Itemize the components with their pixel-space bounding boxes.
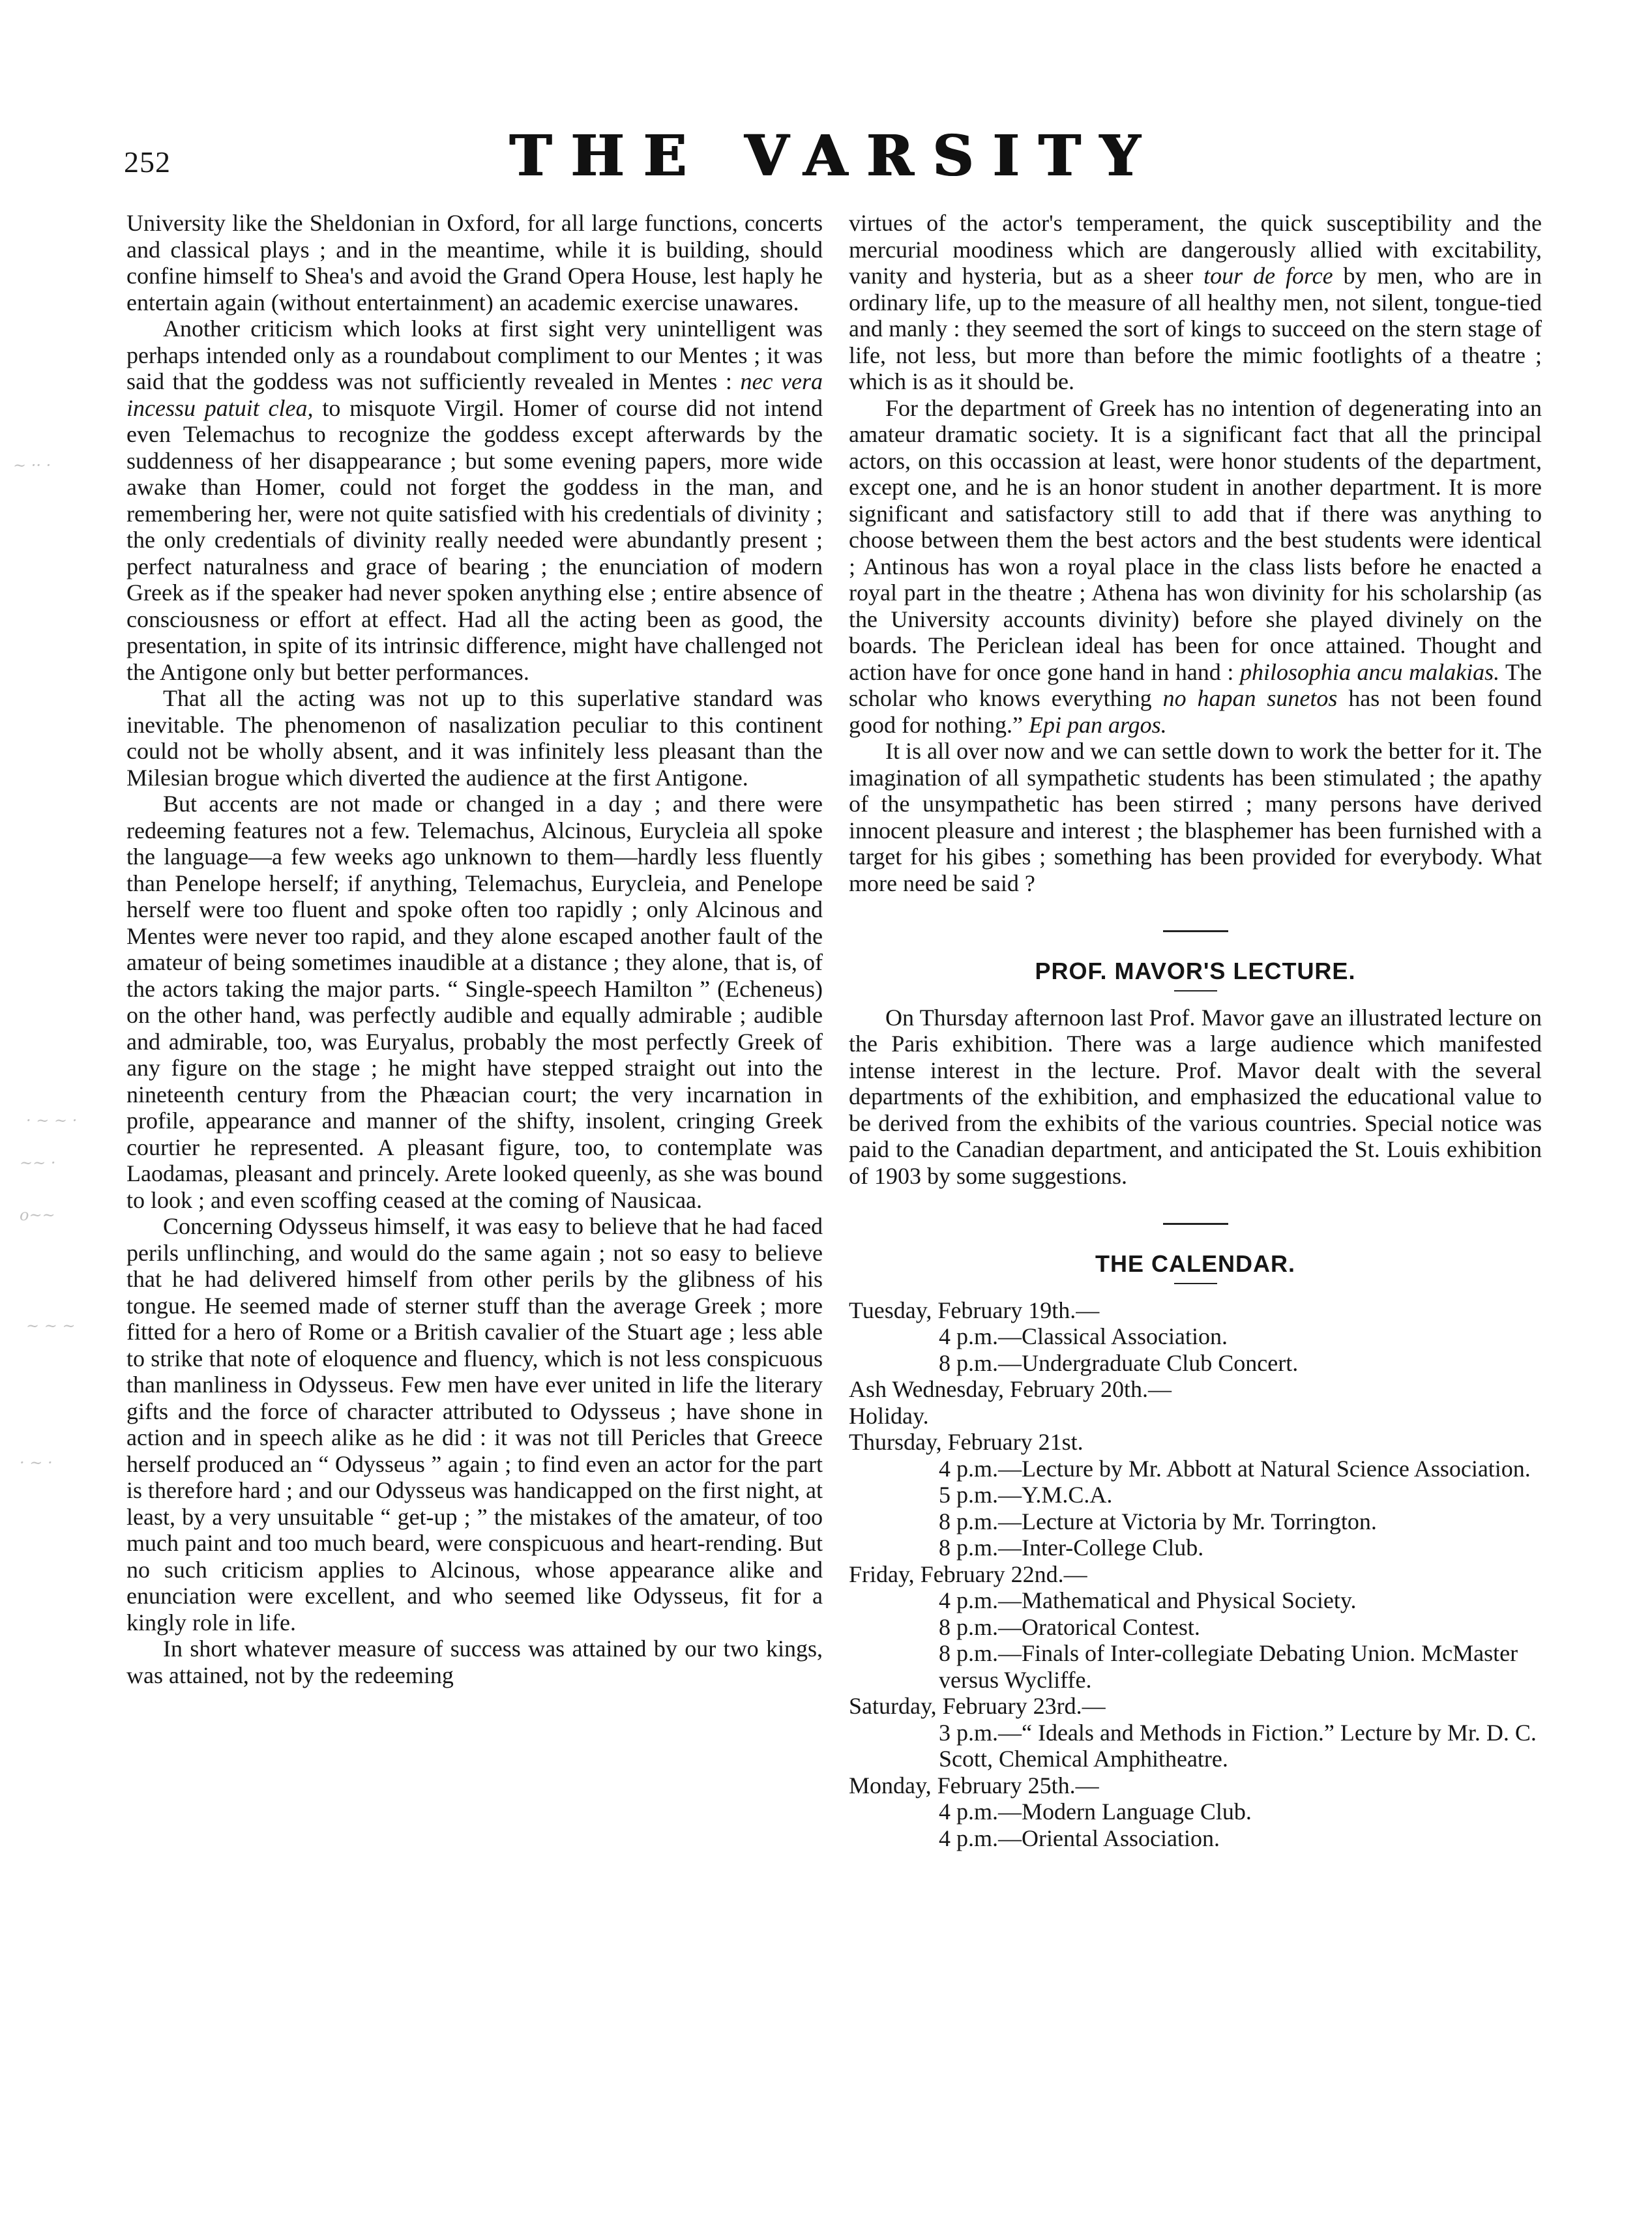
calendar-day: Thursday, February 21st. <box>849 1429 1084 1455</box>
page-number: 252 <box>124 145 171 179</box>
paragraph: Concerning Odysseus himself, it was easy to believe that he had faced perils unflinching, and would do the same again ; not so easy to believe that he had delivered himself from other perils by the glibness of his tongue. He seemed made of sterner stuff than the average Greek ; more fitted for a hero of Rome or a British cavalier of the Stuart age ; less able to strike that note of eloquence and fluency, which is not less conspicuous than manliness in Odysseus. Few men have ever united in life the literary gifts and the force of character attributed to Odysseus ; have shone in action and in speech alike as he did : it was not till Pericles that Greece herself produced an “ Odysseus ” again ; to find even an actor for the part is therefore hard ; and our Odysseus was handicapped on the first night, at least, by a very unsuitable “ get-up ; ” the mistakes of the amateur, of too much paint and too much beard, were conspicuous and heart-rending. But no such criticism applies to Alcinous, whose appearance alike and enunciation were excellent, and who seemed like Odysseus, fit for a kingly role in life. <box>126 1213 823 1636</box>
paragraph <box>849 210 1542 395</box>
calendar-event: 3 p.m.—“ Ideals and Methods in Fiction.” Lecture by Mr. D. C. Scott, Chemical Amphitheatre. <box>939 1719 1537 1772</box>
margin-annotation: ~ ~ ~ <box>26 1317 76 1335</box>
heading-underline <box>1174 1283 1217 1284</box>
text: by men, who are in ordinary life, up to the measure of all healthy men, not silent, tongue-tied and manly : they seemed the sort of kings to succeed on the stern stage of life, not less, but more than before the mimic footlights of a theatre ; which is as it should be. <box>849 263 1542 394</box>
calendar-day: Friday, February 22nd.— <box>849 1561 1087 1587</box>
margin-annotation: · ~ · <box>20 1454 53 1472</box>
calendar-event: 4 p.m.—Modern Language Club. <box>939 1799 1252 1825</box>
calendar-day: Monday, February 25th.— <box>849 1772 1099 1799</box>
calendar-event: 8 p.m.—Finals of Inter-collegiate Debating Union. McMaster versus Wycliffe. <box>939 1640 1518 1693</box>
calendar-event: 8 p.m.—Undergraduate Club Concert. <box>939 1349 1299 1376</box>
margin-annotation: ~ ·· · <box>13 456 52 475</box>
text: virtues of the actor's temperament, the quick susceptibility and the mercurial moodiness which are dangerously allied with excitability, vanity and hysteria, but as a sheer <box>849 210 1542 289</box>
left-column <box>126 210 823 1688</box>
greek-phrase: Epi pan argos. <box>1028 711 1167 738</box>
text: to misquote Virgil. Homer of course did not intend even Telemachus to recognize the goddess except afterwards by the suddenness of her disappearance ; but some evening papers, more wide awake than Homer, could not forget the goddess in the man, and remembering her, were not quite satisfied with his credentials of divinity ; the only credentials of divinity really needed were abundantly present ; perfect naturalness and grace of bearing ; the enunciation of modern Greek as if the speaker had never spoken anything else ; entire absence of consciousness or effort at effect. Had all the acting been as good, the presentation, in spite of its intrinsic difference, might have challenged not the Antigone only but better performances. <box>126 394 823 685</box>
margin-annotation: · ~ ~ · <box>26 1111 78 1130</box>
calendar-event: Holiday. <box>849 1402 929 1429</box>
calendar-list <box>849 1297 1542 1852</box>
calendar-event: 5 p.m.—Y.M.C.A. <box>939 1482 1113 1508</box>
lecture-paragraph: On Thursday afternoon last Prof. Mavor gave an illustrated lecture on the Paris exhibition. There was a large audience which manifested intense interest in the lecture. Prof. Mavor dealt with the several departments of the exhibition, and emphasized the educational value to be derived from the exhibits of the various countries. Special notice was paid to the Canadian department, and anticipated the St. Louis exhibition of 1903 by some suggestions. <box>849 1004 1542 1189</box>
paragraph <box>126 316 823 685</box>
margin-annotation: ~~ · <box>20 1154 56 1172</box>
latin-quote: nec vera incessu patuit clea, <box>126 368 823 421</box>
calendar-event: 8 p.m.—Oratorical Contest. <box>939 1613 1200 1640</box>
right-column <box>849 210 1542 1851</box>
italic-phrase: tour de force <box>1203 263 1333 289</box>
paragraph <box>849 395 1542 739</box>
calendar-day: Saturday, February 23rd.— <box>849 1693 1106 1719</box>
masthead-title: THE VARSITY <box>509 123 1160 189</box>
paragraph: University like the Sheldonian in Oxford, for all large functions, concerts and classical plays ; and in the meantime, while it is building, should confine himself to Shea's and avoid the Grand Opera House, lest haply he entertain again (without entertainment) an academic exercise unawares. <box>126 210 823 316</box>
paragraph: It is all over now and we can settle down to work the better for it. The imagination of all sympathetic students has been stimulated ; the apathy of the unsympathetic has been stirred ; many persons have derived innocent pleasure and interest ; the blasphemer has been furnished with a target for his gibes ; something has been provided for everybody. What more need be said ? <box>849 738 1542 896</box>
text: Another criticism which looks at first sight very unintelligent was perhaps intended only as a roundabout compliment to our Mentes ; it was said that the goddess was not sufficiently revealed in Mentes : <box>126 316 823 394</box>
lecture-heading: PROF. MAVOR'S LECTURE. <box>1035 958 1356 984</box>
calendar-day: Ash Wednesday, February 20th.— <box>849 1376 1172 1402</box>
calendar-event: 4 p.m.—Mathematical and Physical Society. <box>939 1587 1357 1613</box>
calendar-event: 4 p.m.—Oriental Association. <box>939 1825 1220 1851</box>
calendar-event: 8 p.m.—Inter-College Club. <box>939 1534 1204 1561</box>
calendar-event: 8 p.m.—Lecture at Victoria by Mr. Torrington. <box>939 1508 1377 1534</box>
heading-underline <box>1174 990 1217 991</box>
calendar-event: 4 p.m.—Lecture by Mr. Abbott at Natural Science Association. <box>939 1455 1531 1482</box>
section-divider <box>1163 930 1228 932</box>
section-divider <box>1163 1223 1228 1225</box>
paragraph: That all the acting was not up to this superlative standard was inevitable. The phenomenon of nasalization peculiar to this continent could not be wholly absent, and it was infinitely less pleasant than the Milesian brogue which diverted the audience at the first Antigone. <box>126 685 823 791</box>
text: For the department of Greek has no intention of degenerating into an amateur dramatic society. It is a significant fact that all the principal actors, on this occassion at least, were honor students of the department, except one, and he is an honor student in another department. It is more significant and satisfactory still to add that if there was anything to choose between them the best actors and the best students were identical ; Antinous has won a royal place in the class lists before he enacted a royal part in the theatre ; Athena has won divinity for his scholarship (as the University accounts divinity) before she played divinely on the boards. The Periclean ideal has been for once attained. Thought and action have for once gone hand in hand : <box>849 394 1542 685</box>
calendar-event: 4 p.m.—Classical Association. <box>939 1323 1228 1349</box>
paragraph: But accents are not made or changed in a day ; and there were redeeming features not a few. Telemachus, Alcinous, Eurycleia all spoke the language—a few weeks ago unknown to them—hardly less fluently than Penelope herself; if anything, Telemachus, Eurycleia, and Penelope herself were too fluent and spoke often too rapidly ; only Alcinous and Mentes were never too rapid, and they alone escaped another fault of the amateur of being sometimes inaudible at a distance ; they alone, that is, of the actors taking the major parts. “ Single-speech Hamilton ” (Echeneus) on the other hand, was perfectly audible and equally admirable ; audible and admirable, too, was Euryalus, probably the most perfectly Greek of any figure on the stage ; he might have stepped straight out into the nineteenth century from the Phæacian court; the very incarnation in profile, appearance and manner of the shifty, insolent, cringing Greek courtier he represented. A pleasant figure, too, to contemplate was Laodamas, pleasant and princely. Arete looked queenly, as she was bound to look ; and even scoffing ceased at the coming of Nausicaa. <box>126 791 823 1213</box>
text: has not been found good for nothing.” <box>849 685 1542 738</box>
calendar-heading: THE CALENDAR. <box>1095 1250 1295 1277</box>
calendar-day: Tuesday, February 19th.— <box>849 1297 1100 1323</box>
margin-annotation: o~~ <box>20 1206 55 1224</box>
greek-phrase: philosophia ancu malakias. <box>1239 658 1500 685</box>
greek-phrase: no hapan sunetos <box>1162 685 1338 711</box>
text: The scholar who knows everything <box>849 658 1542 711</box>
paragraph: In short whatever measure of success was attained by our two kings, was attained, not by the redeeming <box>126 1636 823 1688</box>
